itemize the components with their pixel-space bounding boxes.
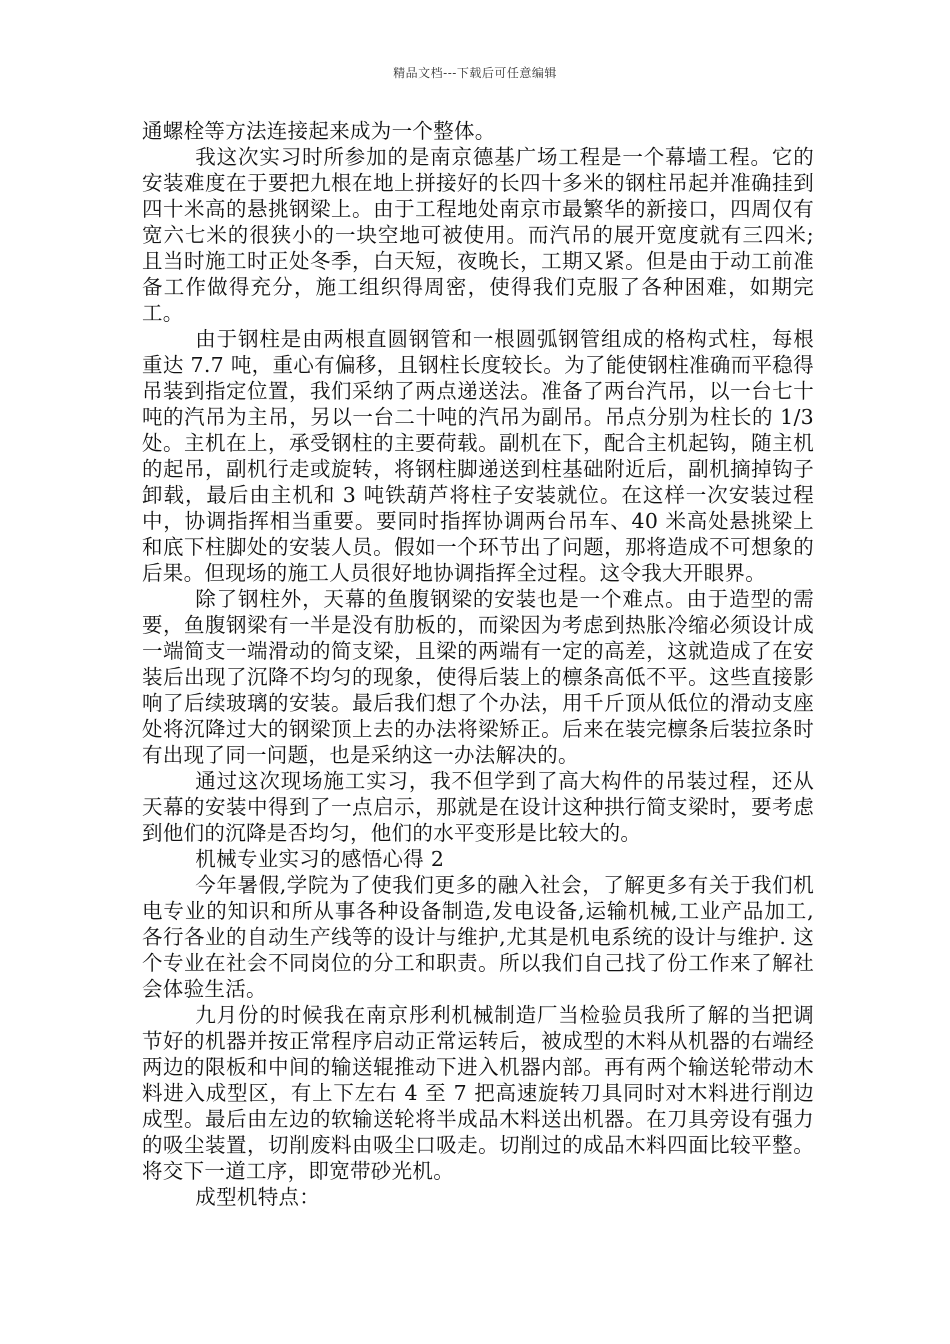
page-header: 精品文档---下载后可任意编辑 [393, 66, 557, 80]
paragraph-machine-features: 成型机特点： [195, 1185, 321, 1209]
paragraph-continuation: 通螺栓等方法连接起来成为一个整体。 [142, 119, 496, 143]
paragraph-inspector-work: 九月份的时候我在南京彤利机械制造厂当检验员我所了解的当把调节好的机器并按正常程序启动正常运转后，被成型的木料从机器的右端经两边的限板和中间的输送辊推动下进入机器内部。再有两个输送轮带动木料进入成型区，有上下左右 4 至 7 把高速旋转刀具同时对木料进行削边成型。最后由左边的软输送轮将半成品木料送出机器。在刀具旁设有强力的吸尘装置，切削废料由吸尘口吸走。切削过的成品木料四面比较平整。将交下一道工序，即宽带砂光机。 [142, 1003, 814, 1183]
paragraph-project-intro: 我这次实习时所参加的是南京德基广场工程是一个幕墙工程。它的安装难度在于要把九根在地上拼接好的长四十多米的钢柱吊起并准确挂到四十米高的悬挑钢梁上。由于工程地处南京市最繁华的新接口，四周仅有宽六七米的很狭小的一块空地可被使用。而汽吊的展开宽度就有三四米;且当时施工时正处冬季，白天短，夜晚长，工期又紧。但是由于动工前准备工作做得充分，施工组织得周密，使得我们克服了各种困难，如期完工。 [142, 145, 814, 325]
document-body [142, 118, 814, 1210]
paragraph-summary: 通过这次现场施工实习，我不但学到了高大构件的吊装过程，还从天幕的安装中得到了一点启示，那就是在设计这种拱行简支梁时，要考虑到他们的沉降是否均匀，他们的水平变形是比较大的。 [142, 769, 814, 845]
paragraph-steel-column: 由于钢柱是由两根直圆钢管和一根圆弧钢管组成的格构式柱，每根重达 7.7 吨，重心有偏移，且钢柱长度较长。为了能使钢柱准确而平稳得吊装到指定位置，我们采纳了两点递送法。准备了两台汽吊，以一台七十吨的汽吊为主吊，另以一台二十吨的汽吊为副吊。吊点分别为柱长的 1/3 处。主机在上，承受钢柱的主要荷载。副机在下，配合主机起钩，随主机的起吊，副机行走或旋转，将钢柱脚递送到柱基础附近后，副机摘掉钩子卸载，最后由主机和 3 吨铁葫芦将柱子安装就位。在这样一次安装过程中，协调指挥相当重要。要同时指挥协调两台吊车、40 米高处悬挑梁上和底下柱脚处的安装人员。假如一个环节出了问题，那将造成不可想象的后果。但现场的施工人员很好地协调指挥全过程。这令我大开眼界。 [142, 327, 814, 585]
paragraph-summer-intro: 今年暑假,学院为了使我们更多的融入社会，了解更多有关于我们机电专业的知识和所从事各种设备制造,发电设备,运输机械,工业产品加工,各行各业的自动生产线等的设计与维护,尤其是机电系统的设计与维护. 这个专业在社会不同岗位的分工和职责。所以我们自己找了份工作来了解社会体验生活。 [142, 873, 814, 1001]
paragraph-fish-belly-beam: 除了钢柱外，天幕的鱼腹钢梁的安装也是一个难点。由于造型的需要，鱼腹钢梁有一半是没有肋板的，而梁因为考虑到热胀冷缩必须设计成一端简支一端滑动的简支梁，且梁的两端有一定的高差，这就造成了在安装后出现了沉降不均匀的现象，使得后装上的檩条高低不平。这些直接影响了后续玻璃的安装。最后我们想了个办法，用千斤顶从低位的滑动支座处将沉降过大的钢梁顶上去的办法将梁矫正。后来在装完檩条后装拉条时有出现了同一问题，也是采纳这一办法解决的。 [142, 587, 814, 767]
section-heading: 机械专业实习的感悟心得 2 [195, 847, 445, 871]
